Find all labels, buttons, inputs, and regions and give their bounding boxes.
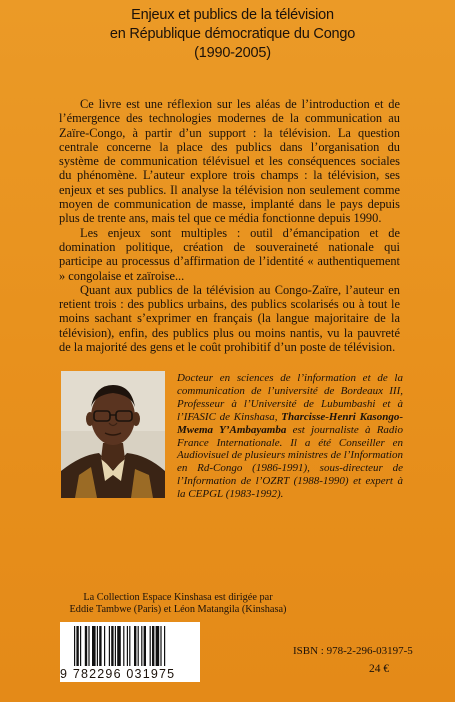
bio-text-2: est journaliste à Radio France Internationale. Il a été Conseiller en Audiovisuel de plusieurs ministres de l’Information en Rd-Congo (1986-1991), sous-directeur de l’Information de l’OZRT (1988-1990) et expert à la CEPGL (1983-1992).: [177, 423, 403, 501]
author-name: Tharcisse-Henri Kasongo-Mwema Y’Ambayamba: [177, 410, 403, 436]
title-line-2: en République démocratique du Congo: [109, 26, 356, 42]
author-photo: [61, 371, 165, 498]
book-title: [60, 6, 405, 63]
barcode-bars-image: [60, 622, 200, 668]
author-portrait-image: [61, 371, 165, 498]
title-line-3: (1990-2005): [194, 45, 271, 61]
title-line-1: Enjeux et publics de la télévision: [131, 7, 334, 23]
price: 24 €: [369, 663, 390, 675]
synopsis-paragraph-2: Les enjeux sont multiples : outil d’émancipation et de domination politique, création de souveraineté nationale qui participe au processus d’affirmation de l’identité « authentiquement » congolaise et zaïroise...: [59, 225, 400, 283]
collection-line-2: Eddie Tambwe (Paris) et Léon Matangila (Kinshasa): [69, 604, 287, 616]
bio-text-1: Docteur en sciences de l’information et de la communication de l’université de Bordeaux III, Professeur à l’Université de Lubumbashi et à l’IFASIC de Kinshasa,: [177, 372, 403, 423]
collection-line-1: La Collection Espace Kinshasa est dirigée par: [83, 592, 273, 603]
isbn: ISBN : 978-2-296-03197-5: [293, 645, 413, 657]
synopsis-paragraph-1: Ce livre est une réflexion sur les aléas de l’introduction et de l’émergence des technologies modernes de la communication au Zaïre-Congo, à partir d’un support : la télévision. La question centrale concerne la place des publics dans l’organisation du système de communication télévisuel et les conséquences sociales du phénomène. L’auteur explore trois champs : la télévision, ses enjeux et ses publics. Il analyse la télévision non seulement comme moyen de communication de masse, implanté dans le pays depuis plus de trente ans, mais tel que ce média fonctionne depuis 1990.: [59, 97, 400, 226]
synopsis-paragraph-3: Quant aux publics de la télévision au Congo-Zaïre, l’auteur en retient trois : des publics urbains, des publics scolarisés ou à tout le moins sachant s’exprimer en français (la langue majoritaire de la télévision), enfin, des publics plus ou moins nantis, vu la pauvreté de la majorité des gens et le coût prohibitif d’un poste de télévision.: [59, 282, 400, 355]
synopsis: [59, 97, 400, 354]
collection-note: [58, 592, 298, 616]
author-bio: [177, 372, 403, 501]
barcode-number: 9 782296 031975: [60, 666, 200, 682]
